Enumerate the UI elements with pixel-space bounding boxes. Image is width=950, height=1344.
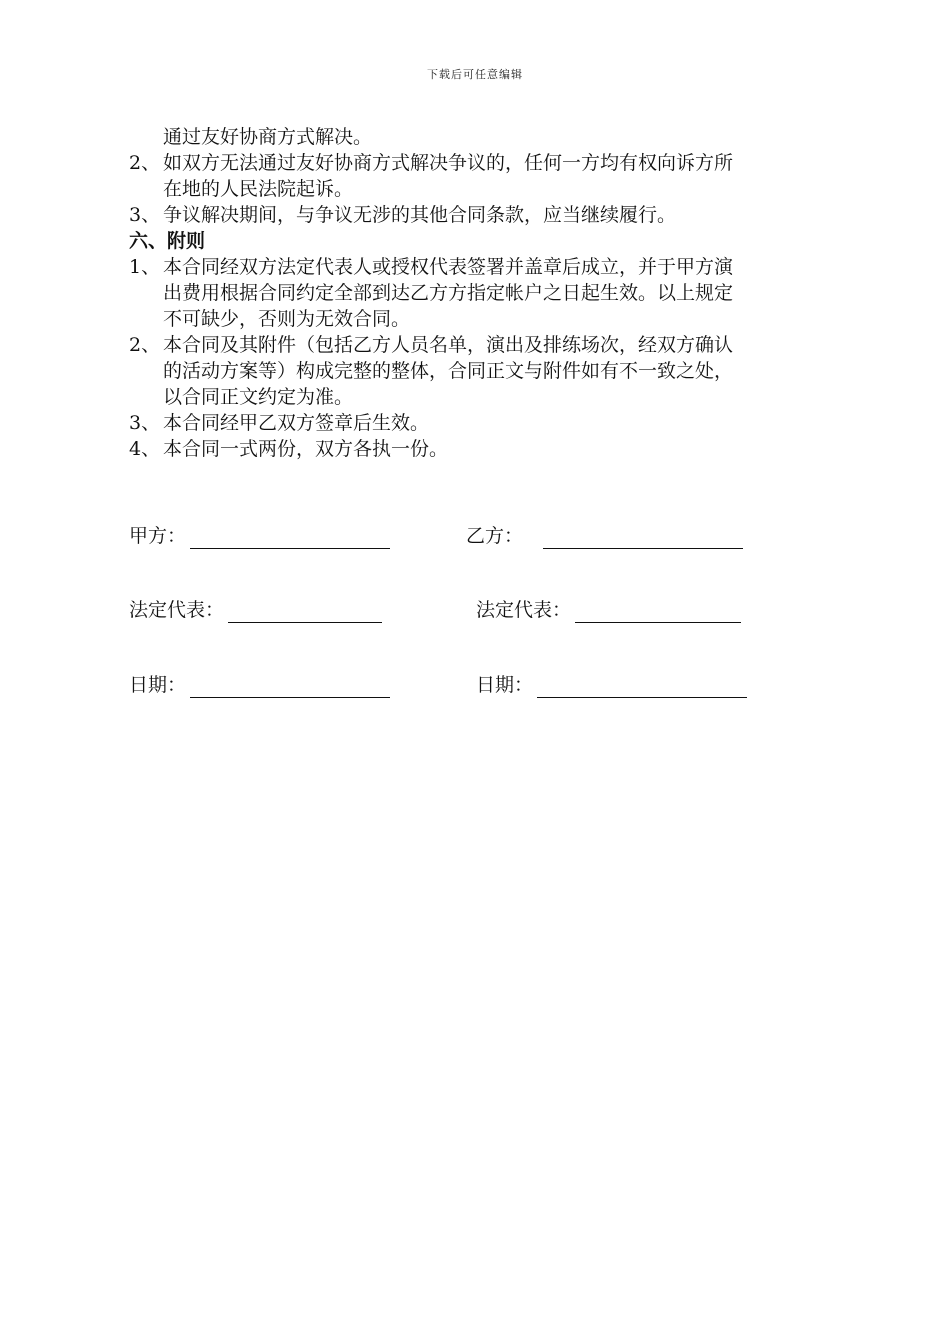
clause-text: 如双方无法通过友好协商方式解决争议的，任何一方均有权向诉方所 xyxy=(163,152,734,174)
contract-body xyxy=(129,124,851,462)
section6-item-3 xyxy=(129,410,851,436)
clause-number: 4、 xyxy=(129,438,161,460)
clause-line xyxy=(129,384,851,410)
party-a-label: 甲方： xyxy=(129,525,187,547)
date-b-signature xyxy=(476,672,747,698)
clause-number: 2、 xyxy=(129,334,161,356)
date-a-label: 日期： xyxy=(129,674,187,696)
date-a-signature-line xyxy=(190,677,390,698)
rep-b-signature xyxy=(476,597,741,623)
party-b-signature-line xyxy=(543,528,743,549)
clause-item-3 xyxy=(129,202,851,228)
party-b-signature xyxy=(466,523,743,549)
rep-a-label: 法定代表： xyxy=(129,599,225,621)
party-a-signature xyxy=(129,523,390,549)
clause-text: 通过友好协商方式解决。 xyxy=(163,126,373,148)
date-b-label: 日期： xyxy=(476,674,534,696)
clause-text: 以合同正文约定为准。 xyxy=(163,386,354,408)
section6-item-1 xyxy=(129,254,851,280)
clause-text: 在地的人民法院起诉。 xyxy=(163,178,354,200)
clause-line xyxy=(129,124,851,150)
clause-line xyxy=(129,358,851,384)
date-b-signature-line xyxy=(537,677,747,698)
clause-text: 的活动方案等）构成完整的整体，合同正文与附件如有不一致之处， xyxy=(163,360,734,382)
clause-text: 本合同经双方法定代表人或授权代表签署并盖章后成立，并于甲方演 xyxy=(163,256,734,278)
page-header-note: 下载后可任意编辑 xyxy=(427,68,523,81)
section6-item-2 xyxy=(129,332,851,358)
clause-text: 本合同一式两份，双方各执一份。 xyxy=(163,438,449,460)
party-a-signature-line xyxy=(190,528,390,549)
clause-number: 1、 xyxy=(129,256,161,278)
date-a-signature xyxy=(129,672,390,698)
section6-item-4 xyxy=(129,436,851,462)
clause-number: 2、 xyxy=(129,152,161,174)
clause-text: 争议解决期间，与争议无涉的其他合同条款，应当继续履行。 xyxy=(163,204,677,226)
clause-item-2 xyxy=(129,150,851,176)
section-heading: 六、附则 xyxy=(129,230,206,252)
clause-line xyxy=(129,306,851,332)
clause-line xyxy=(129,176,851,202)
rep-b-label: 法定代表： xyxy=(476,599,572,621)
rep-a-signature xyxy=(129,597,382,623)
rep-a-signature-line xyxy=(228,602,382,623)
clause-number: 3、 xyxy=(129,412,161,434)
clause-line xyxy=(129,280,851,306)
party-b-label: 乙方： xyxy=(466,525,524,547)
clause-text: 本合同经甲乙双方签章后生效。 xyxy=(163,412,430,434)
clause-text: 出费用根据合同约定全部到达乙方方指定帐户之日起生效。以上规定 xyxy=(163,282,734,304)
rep-b-signature-line xyxy=(575,602,741,623)
clause-text: 不可缺少，否则为无效合同。 xyxy=(163,308,411,330)
clause-number: 3、 xyxy=(129,204,161,226)
clause-text: 本合同及其附件（包括乙方人员名单，演出及排练场次，经双方确认 xyxy=(163,334,734,356)
